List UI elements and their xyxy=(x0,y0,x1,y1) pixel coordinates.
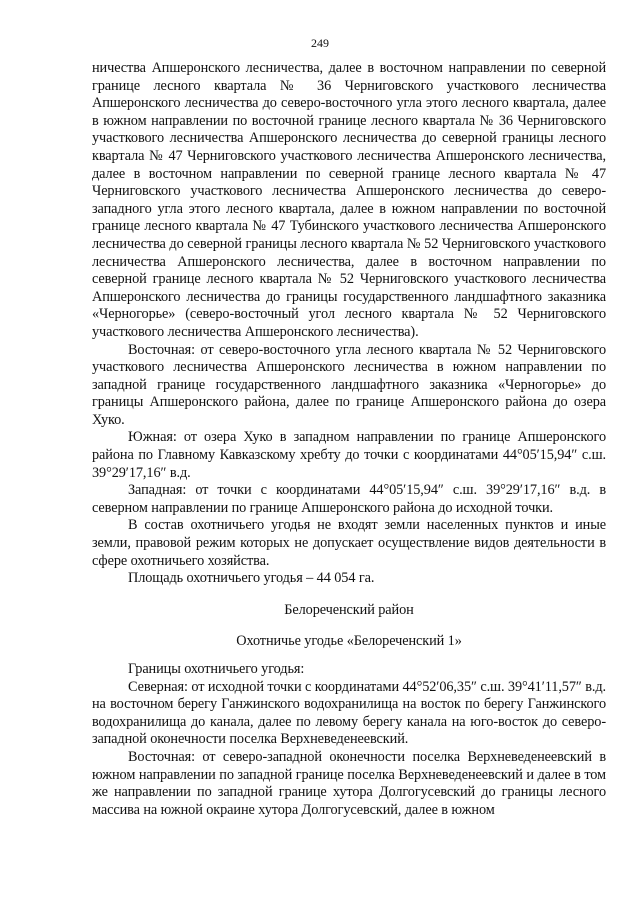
hunting-ground-title: Охотничье угодье «Белореченский 1» xyxy=(236,633,462,650)
paragraph-boundary-continuation: ничества Апшеронского лесничества, далее в восточном направлении по северной границе лесного квартала № 36 Черниговского участкового лесничества Апшеронского лесничества до северо-восточного угла этого лесного квартала, далее в южном направлении по восточной границе лесного квартала № 36 Черниговского участкового лесничества Апшеронского лесничества до северной границы лесного квартала № 47 Черниговского участкового лесничества Апшеронского лесничества, далее в восточном направлении по северной границе лесного квартала № 47 Черниговского участкового лесничества Апшеронского лесничества до северо-западного угла этого лесного квартала, далее в южном направлении по восточной границе лесного квартала № 47 Тубинского участкового лесничества Апшеронского лесничества до северной границы лесного квартала № 52 Черниговского участкового лесничества Апшеронского лесничества, далее в восточном направлении по северной границе лесного квартала № 52 Черниговского участкового лесничества Апшеронского лесничества до границы государственного ландшафтного заказника «Черногорье» (северо-восточный угол лесного квартала № 52 Черниговского участкового лесничества Апшеронского лесничества). xyxy=(92,60,606,340)
district-heading: Белореченский район xyxy=(284,601,414,618)
paragraph-west-boundary: Западная: от точки с координатами 44°05′15,94″ с.ш. 39°29′17,16″ в.д. в северном направлении по границе Апшеронского района до исходной точки. xyxy=(92,482,606,516)
paragraph-boundaries-intro: Границы охотничьего угодья: xyxy=(128,661,305,677)
document-body xyxy=(92,60,606,819)
paragraph-north-boundary: Северная: от исходной точки с координатами 44°52′06,35″ с.ш. 39°41′11,57″ в.д. на восточном берегу Ганжинского водохранилища на восток по берегу Ганжинского водохранилища до канала, далее по левому берегу канала на юго-восток до северо-западной оконечности поселка Верхневеденеевский. xyxy=(92,678,606,748)
paragraph-south-boundary: Южная: от озера Хуко в западном направлении по границе Апшеронского района по Главному Кавказскому хребту до точки с координатами 44°05′15,94″ с.ш. 39°29′17,16″ в.д. xyxy=(92,429,606,481)
paragraph-excluded-lands: В состав охотничьего угодья не входят земли населенных пунктов и иные земли, правовой режим которых не допускает осуществление видов деятельности в сфере охотничьего хозяйства. xyxy=(92,517,606,569)
paragraph-area: Площадь охотничьего угодья – 44 054 га. xyxy=(128,570,375,587)
paragraph-east-boundary-2: Восточная: от северо-западной оконечности поселка Верхневеденеевский в южном направлении по западной границе поселка Верхневеденеевский и далее в том же направлении по западной границе хутора Долгогусевский до границы лесного массива на южной окраине хутора Долгогусевский, далее в южном xyxy=(92,748,606,818)
page-number: 249 xyxy=(311,36,329,50)
paragraph-east-boundary: Восточная: от северо-восточного угла лесного квартала № 52 Черниговского участкового лесничества Апшеронского лесничества в южном направлении по западной границе государственного ландшафтного заказника «Черногорье» до границы Апшеронского района, далее по границе Апшеронского района до озера Хуко. xyxy=(92,341,606,428)
